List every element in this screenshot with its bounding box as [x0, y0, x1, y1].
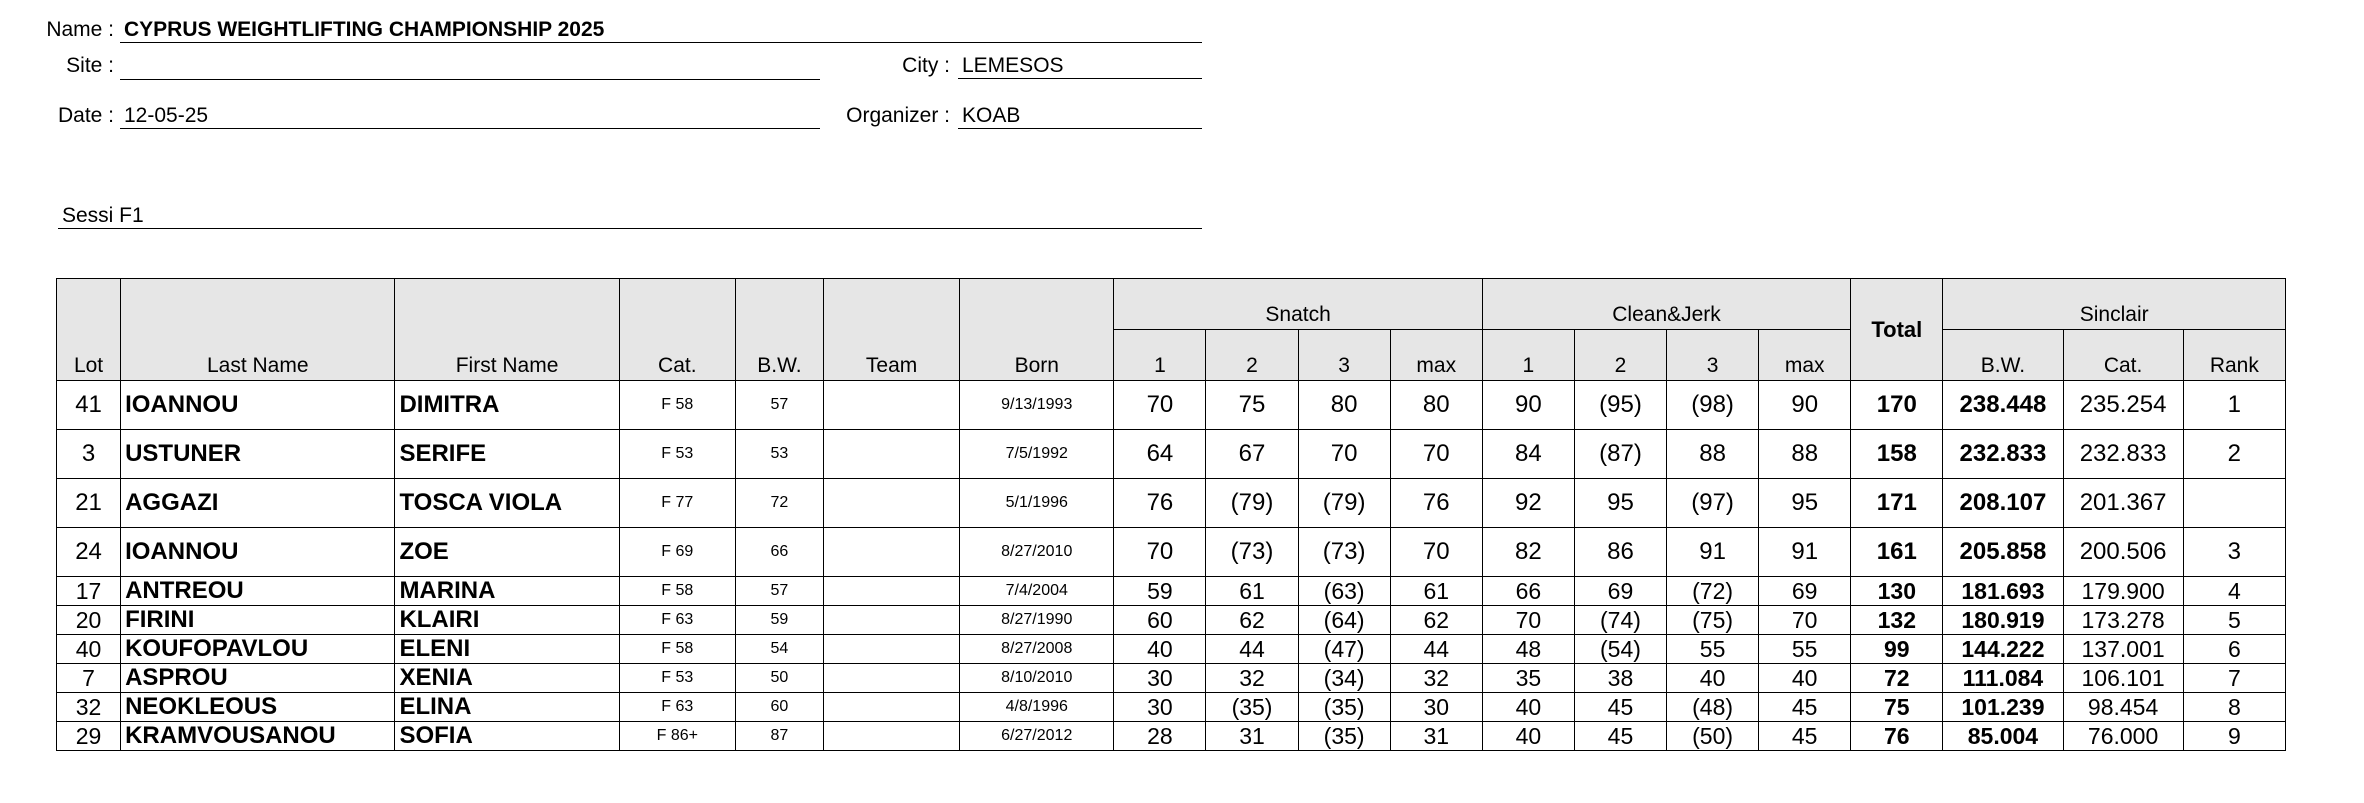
cj-3-cell: 55	[1667, 635, 1759, 664]
organizer-value: KOAB	[958, 102, 1202, 129]
cat-cell: F 86+	[619, 722, 735, 751]
snatch-3-cell: 70	[1298, 430, 1390, 479]
table-row	[57, 528, 2286, 577]
rank-cell: 5	[2183, 606, 2285, 635]
last-name-cell: USTUNER	[121, 430, 395, 479]
bw-cell: 53	[735, 430, 823, 479]
cat-cell: F 58	[619, 577, 735, 606]
team-cell	[823, 635, 959, 664]
header-lot: Lot	[57, 279, 121, 381]
cj-1-cell: 48	[1482, 635, 1574, 664]
first-name-cell: ELENI	[395, 635, 619, 664]
cj-3-cell: 40	[1667, 664, 1759, 693]
team-cell	[823, 606, 959, 635]
lot-cell: 7	[57, 664, 121, 693]
first-name-cell: ELINA	[395, 693, 619, 722]
lot-cell: 29	[57, 722, 121, 751]
cj-3-cell: (75)	[1667, 606, 1759, 635]
header-snatch-max: max	[1390, 330, 1482, 381]
snatch-1-cell: 60	[1114, 606, 1206, 635]
cj-max-cell: 69	[1759, 577, 1851, 606]
born-cell: 7/5/1992	[960, 430, 1114, 479]
cj-3-cell: (98)	[1667, 381, 1759, 430]
table-row	[57, 635, 2286, 664]
cj-2-cell: (54)	[1574, 635, 1666, 664]
site-label: Site :	[66, 54, 114, 77]
snatch-3-cell: (34)	[1298, 664, 1390, 693]
snatch-max-cell: 70	[1390, 430, 1482, 479]
snatch-max-cell: 61	[1390, 577, 1482, 606]
sinclair-bw-cell: 180.919	[1943, 606, 2063, 635]
header-rank: Rank	[2183, 330, 2285, 381]
rank-cell: 3	[2183, 528, 2285, 577]
sinclair-bw-cell: 144.222	[1943, 635, 2063, 664]
sinclair-cat-cell: 200.506	[2063, 528, 2183, 577]
cj-2-cell: (95)	[1574, 381, 1666, 430]
born-cell: 4/8/1996	[960, 693, 1114, 722]
header-sinclair-bw: B.W.	[1943, 330, 2063, 381]
team-cell	[823, 381, 959, 430]
results-body	[57, 381, 2286, 751]
snatch-1-cell: 64	[1114, 430, 1206, 479]
total-cell: 130	[1851, 577, 1943, 606]
total-cell: 75	[1851, 693, 1943, 722]
cj-2-cell: (74)	[1574, 606, 1666, 635]
total-cell: 72	[1851, 664, 1943, 693]
snatch-2-cell: (35)	[1206, 693, 1298, 722]
snatch-2-cell: 44	[1206, 635, 1298, 664]
cj-3-cell: (97)	[1667, 479, 1759, 528]
cj-3-cell: (50)	[1667, 722, 1759, 751]
date-label: Date :	[57, 104, 114, 127]
rank-cell: 8	[2183, 693, 2285, 722]
lot-cell: 17	[57, 577, 121, 606]
header-total: Total	[1851, 279, 1943, 381]
cj-1-cell: 40	[1482, 722, 1574, 751]
snatch-2-cell: 32	[1206, 664, 1298, 693]
header-born: Born	[960, 279, 1114, 381]
header-snatch-2: 2	[1206, 330, 1298, 381]
born-cell: 8/10/2010	[960, 664, 1114, 693]
snatch-max-cell: 30	[1390, 693, 1482, 722]
snatch-3-cell: (35)	[1298, 693, 1390, 722]
cj-3-cell: (72)	[1667, 577, 1759, 606]
cj-3-cell: 88	[1667, 430, 1759, 479]
total-cell: 171	[1851, 479, 1943, 528]
rank-cell: 1	[2183, 381, 2285, 430]
total-cell: 132	[1851, 606, 1943, 635]
header-clean-jerk: Clean&Jerk	[1482, 279, 1850, 330]
bw-cell: 72	[735, 479, 823, 528]
table-row	[57, 430, 2286, 479]
header-sinclair-cat: Cat.	[2063, 330, 2183, 381]
city-value: LEMESOS	[958, 52, 1202, 79]
sinclair-bw-cell: 181.693	[1943, 577, 2063, 606]
sinclair-bw-cell: 101.239	[1943, 693, 2063, 722]
first-name-cell: DIMITRA	[395, 381, 619, 430]
header-cj-3: 3	[1667, 330, 1759, 381]
organizer-label: Organizer :	[846, 104, 950, 127]
cj-2-cell: 86	[1574, 528, 1666, 577]
snatch-1-cell: 70	[1114, 381, 1206, 430]
cj-2-cell: 95	[1574, 479, 1666, 528]
sinclair-bw-cell: 85.004	[1943, 722, 2063, 751]
name-label: Name :	[46, 18, 114, 41]
sinclair-bw-cell: 205.858	[1943, 528, 2063, 577]
snatch-3-cell: (73)	[1298, 528, 1390, 577]
bw-cell: 54	[735, 635, 823, 664]
snatch-max-cell: 62	[1390, 606, 1482, 635]
cj-max-cell: 88	[1759, 430, 1851, 479]
cj-3-cell: 91	[1667, 528, 1759, 577]
bw-cell: 50	[735, 664, 823, 693]
team-cell	[823, 577, 959, 606]
sinclair-cat-cell: 201.367	[2063, 479, 2183, 528]
first-name-cell: TOSCA VIOLA	[395, 479, 619, 528]
lot-cell: 41	[57, 381, 121, 430]
last-name-cell: FIRINI	[121, 606, 395, 635]
cj-1-cell: 66	[1482, 577, 1574, 606]
header-first-name: First Name	[395, 279, 619, 381]
header-cj-1: 1	[1482, 330, 1574, 381]
snatch-1-cell: 70	[1114, 528, 1206, 577]
sinclair-bw-cell: 232.833	[1943, 430, 2063, 479]
table-row	[57, 606, 2286, 635]
total-cell: 158	[1851, 430, 1943, 479]
results-table	[56, 278, 2286, 751]
cj-1-cell: 90	[1482, 381, 1574, 430]
bw-cell: 57	[735, 381, 823, 430]
last-name-cell: KOUFOPAVLOU	[121, 635, 395, 664]
site-value	[120, 52, 820, 80]
rank-cell: 4	[2183, 577, 2285, 606]
rank-cell: 7	[2183, 664, 2285, 693]
born-cell: 6/27/2012	[960, 722, 1114, 751]
snatch-max-cell: 70	[1390, 528, 1482, 577]
bw-cell: 57	[735, 577, 823, 606]
table-row	[57, 722, 2286, 751]
snatch-3-cell: (63)	[1298, 577, 1390, 606]
cj-2-cell: (87)	[1574, 430, 1666, 479]
snatch-3-cell: (35)	[1298, 722, 1390, 751]
snatch-2-cell: 67	[1206, 430, 1298, 479]
rank-cell: 2	[2183, 430, 2285, 479]
cat-cell: F 58	[619, 381, 735, 430]
snatch-3-cell: 80	[1298, 381, 1390, 430]
snatch-max-cell: 31	[1390, 722, 1482, 751]
bw-cell: 87	[735, 722, 823, 751]
cj-max-cell: 70	[1759, 606, 1851, 635]
header-cj-max: max	[1759, 330, 1851, 381]
cj-max-cell: 95	[1759, 479, 1851, 528]
sinclair-cat-cell: 98.454	[2063, 693, 2183, 722]
snatch-1-cell: 76	[1114, 479, 1206, 528]
cj-max-cell: 40	[1759, 664, 1851, 693]
total-cell: 76	[1851, 722, 1943, 751]
sinclair-cat-cell: 232.833	[2063, 430, 2183, 479]
lot-cell: 40	[57, 635, 121, 664]
snatch-1-cell: 59	[1114, 577, 1206, 606]
cat-cell: F 53	[619, 430, 735, 479]
cat-cell: F 63	[619, 606, 735, 635]
first-name-cell: XENIA	[395, 664, 619, 693]
header-bw: B.W.	[735, 279, 823, 381]
snatch-2-cell: 75	[1206, 381, 1298, 430]
born-cell: 8/27/1990	[960, 606, 1114, 635]
snatch-1-cell: 40	[1114, 635, 1206, 664]
born-cell: 5/1/1996	[960, 479, 1114, 528]
sinclair-bw-cell: 208.107	[1943, 479, 2063, 528]
cj-1-cell: 84	[1482, 430, 1574, 479]
date-value: 12-05-25	[120, 102, 820, 129]
table-row	[57, 381, 2286, 430]
born-cell: 8/27/2010	[960, 528, 1114, 577]
lot-cell: 21	[57, 479, 121, 528]
snatch-3-cell: (47)	[1298, 635, 1390, 664]
total-cell: 99	[1851, 635, 1943, 664]
snatch-max-cell: 32	[1390, 664, 1482, 693]
header-snatch-1: 1	[1114, 330, 1206, 381]
table-row	[57, 693, 2286, 722]
snatch-max-cell: 80	[1390, 381, 1482, 430]
total-cell: 161	[1851, 528, 1943, 577]
team-cell	[823, 693, 959, 722]
snatch-3-cell: (79)	[1298, 479, 1390, 528]
session-name: Sessi F1	[58, 202, 1202, 229]
last-name-cell: AGGAZI	[121, 479, 395, 528]
snatch-2-cell: 61	[1206, 577, 1298, 606]
bw-cell: 59	[735, 606, 823, 635]
cat-cell: F 58	[619, 635, 735, 664]
snatch-2-cell: 31	[1206, 722, 1298, 751]
sinclair-cat-cell: 179.900	[2063, 577, 2183, 606]
cj-max-cell: 55	[1759, 635, 1851, 664]
first-name-cell: MARINA	[395, 577, 619, 606]
snatch-1-cell: 30	[1114, 693, 1206, 722]
header-cj-2: 2	[1574, 330, 1666, 381]
sinclair-cat-cell: 173.278	[2063, 606, 2183, 635]
cat-cell: F 77	[619, 479, 735, 528]
rank-cell: 6	[2183, 635, 2285, 664]
cj-1-cell: 35	[1482, 664, 1574, 693]
cj-max-cell: 45	[1759, 722, 1851, 751]
born-cell: 8/27/2008	[960, 635, 1114, 664]
first-name-cell: KLAIRI	[395, 606, 619, 635]
cj-1-cell: 40	[1482, 693, 1574, 722]
first-name-cell: SOFIA	[395, 722, 619, 751]
last-name-cell: IOANNOU	[121, 381, 395, 430]
cj-1-cell: 92	[1482, 479, 1574, 528]
cj-1-cell: 82	[1482, 528, 1574, 577]
last-name-cell: ANTREOU	[121, 577, 395, 606]
sinclair-bw-cell: 238.448	[1943, 381, 2063, 430]
cj-2-cell: 45	[1574, 722, 1666, 751]
sinclair-cat-cell: 76.000	[2063, 722, 2183, 751]
bw-cell: 60	[735, 693, 823, 722]
bw-cell: 66	[735, 528, 823, 577]
header-snatch-3: 3	[1298, 330, 1390, 381]
cj-1-cell: 70	[1482, 606, 1574, 635]
last-name-cell: NEOKLEOUS	[121, 693, 395, 722]
table-row	[57, 479, 2286, 528]
team-cell	[823, 479, 959, 528]
last-name-cell: IOANNOU	[121, 528, 395, 577]
sinclair-bw-cell: 111.084	[1943, 664, 2063, 693]
sinclair-cat-cell: 137.001	[2063, 635, 2183, 664]
snatch-2-cell: 62	[1206, 606, 1298, 635]
snatch-1-cell: 30	[1114, 664, 1206, 693]
snatch-1-cell: 28	[1114, 722, 1206, 751]
table-row	[57, 577, 2286, 606]
snatch-2-cell: (73)	[1206, 528, 1298, 577]
snatch-3-cell: (64)	[1298, 606, 1390, 635]
header-snatch: Snatch	[1114, 279, 1482, 330]
team-cell	[823, 722, 959, 751]
table-row	[57, 664, 2286, 693]
header-cat: Cat.	[619, 279, 735, 381]
sinclair-cat-cell: 235.254	[2063, 381, 2183, 430]
lot-cell: 20	[57, 606, 121, 635]
snatch-max-cell: 44	[1390, 635, 1482, 664]
rank-cell: 9	[2183, 722, 2285, 751]
lot-cell: 32	[57, 693, 121, 722]
cat-cell: F 53	[619, 664, 735, 693]
cj-max-cell: 45	[1759, 693, 1851, 722]
cj-max-cell: 91	[1759, 528, 1851, 577]
snatch-2-cell: (79)	[1206, 479, 1298, 528]
lot-cell: 3	[57, 430, 121, 479]
cat-cell: F 63	[619, 693, 735, 722]
cj-3-cell: (48)	[1667, 693, 1759, 722]
city-label: City :	[902, 54, 950, 77]
sinclair-cat-cell: 106.101	[2063, 664, 2183, 693]
team-cell	[823, 430, 959, 479]
cj-2-cell: 38	[1574, 664, 1666, 693]
header-team: Team	[823, 279, 959, 381]
team-cell	[823, 664, 959, 693]
lot-cell: 24	[57, 528, 121, 577]
snatch-max-cell: 76	[1390, 479, 1482, 528]
born-cell: 9/13/1993	[960, 381, 1114, 430]
first-name-cell: ZOE	[395, 528, 619, 577]
header-sinclair: Sinclair	[1943, 279, 2286, 330]
team-cell	[823, 528, 959, 577]
last-name-cell: KRAMVOUSANOU	[121, 722, 395, 751]
header-last-name: Last Name	[121, 279, 395, 381]
cj-max-cell: 90	[1759, 381, 1851, 430]
cat-cell: F 69	[619, 528, 735, 577]
cj-2-cell: 45	[1574, 693, 1666, 722]
competition-name: CYPRUS WEIGHTLIFTING CHAMPIONSHIP 2025	[120, 16, 1202, 43]
last-name-cell: ASPROU	[121, 664, 395, 693]
born-cell: 7/4/2004	[960, 577, 1114, 606]
first-name-cell: SERIFE	[395, 430, 619, 479]
total-cell: 170	[1851, 381, 1943, 430]
rank-cell	[2183, 479, 2285, 528]
cj-2-cell: 69	[1574, 577, 1666, 606]
